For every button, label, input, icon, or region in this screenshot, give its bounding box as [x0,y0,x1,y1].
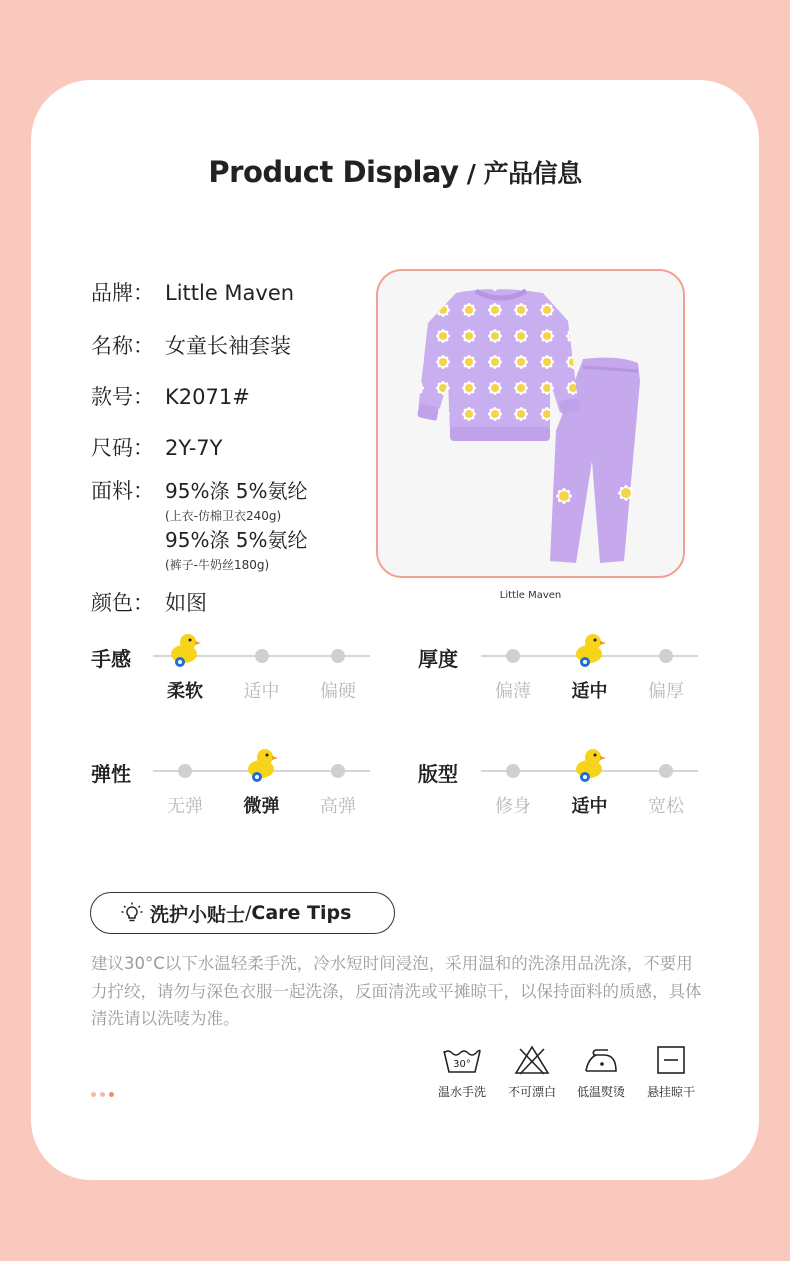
spec-label: 品牌： [91,281,154,305]
fabric-bottom-value: 95%涤 5%氨纶 [165,528,308,552]
spec-value: 女童长袖套装 [165,334,291,358]
fabric-bottom-note: (裤子-牛奶丝180g) [165,558,270,572]
low-iron-icon [582,1045,620,1075]
care-icon-label: 不可漂白 [507,1085,556,1099]
care-dry [636,1045,706,1100]
title-separator: / [458,159,484,188]
scale-option: 偏硬 [320,681,356,702]
spec-label: 款号： [91,385,154,409]
scale-dot[interactable] [331,649,345,663]
page-dot[interactable] [100,1092,105,1097]
scale-option: 适中 [243,681,280,702]
care-tips-pill [90,892,395,934]
scale-option: 无弹 [167,796,203,817]
scale-dot[interactable] [659,764,673,778]
scale-label: 手感 [91,647,131,671]
spec-label: 尺码： [91,436,154,460]
care-icon-label: 悬挂晾干 [646,1085,695,1099]
wash-temperature: 30° [453,1059,471,1070]
wash-30-icon [442,1045,482,1075]
care-icon-label: 温水手洗 [437,1085,486,1099]
scale-label: 厚度 [418,647,458,671]
no-bleach-icon [514,1045,550,1075]
spec-size [91,432,222,462]
care-instructions: 建议30°C以下水温轻柔手洗，冷水短时间浸泡，采用温和的洗涤用品洗涤，不要用力拧绞，请勿与深色衣服一起洗涤，反面清洗或平摊晾干，以保持面料的质感，具体清洗请以洗唛为准。 [91,954,702,1028]
spec-label: 颜色： [91,591,154,615]
page-indicator [91,1092,114,1097]
care-icon-label: 低温熨烫 [576,1085,625,1099]
spec-brand [91,277,294,307]
product-photo [376,269,685,578]
page-title [0,154,790,190]
care-iron [566,1045,636,1100]
scale-dot[interactable] [506,649,520,663]
scale-option: 柔软 [167,681,203,702]
care-title-separator: / [245,902,252,924]
hang-dry-icon [656,1045,686,1075]
spec-label: 面料： [91,479,154,503]
duck-marker-icon[interactable] [573,747,607,783]
pajama-set-illustration [378,271,683,576]
lightbulb-icon [121,902,143,924]
scale-dot[interactable] [506,764,520,778]
care-title-cn: 洗护小贴士 [150,903,246,926]
spec-color [91,587,207,617]
title-en: Product Display [208,155,459,189]
care-bleach [497,1045,567,1100]
scale-option: 高弹 [320,796,356,817]
scale-option: 偏薄 [495,681,531,702]
duck-marker-icon[interactable] [168,632,202,668]
page-dot-active[interactable] [109,1092,114,1097]
scale-option: 适中 [571,796,608,817]
spec-value: K2071# [165,385,250,409]
fabric-top-value: 95%涤 5%氨纶 [165,479,308,503]
spec-value: Little Maven [165,281,295,305]
scale-option: 适中 [571,681,608,702]
spec-value: 2Y-7Y [165,436,223,460]
spec-value: 如图 [165,591,207,615]
spec-style-no [91,381,250,411]
photo-caption: Little Maven [499,590,562,601]
fabric-top [165,475,308,524]
spec-fabric [91,475,165,505]
fabric-bottom [165,524,308,573]
scale-option: 微弹 [243,796,280,817]
duck-marker-icon[interactable] [245,747,279,783]
scale-option: 修身 [495,796,531,817]
scale-label: 版型 [418,762,458,786]
title-cn: 产品信息 [483,159,582,188]
scale-dot[interactable] [255,649,269,663]
care-wash [427,1045,497,1100]
scale-dot[interactable] [178,764,192,778]
spec-name [91,330,291,360]
scale-dot[interactable] [331,764,345,778]
scale-option: 偏厚 [648,681,684,702]
scale-option: 宽松 [648,796,684,817]
fabric-top-note: (上衣-仿棉卫衣240g) [165,509,282,523]
scale-dot[interactable] [659,649,673,663]
page-dot[interactable] [91,1092,96,1097]
duck-marker-icon[interactable] [573,632,607,668]
care-title-en: Care Tips [251,902,352,924]
scale-label: 弹性 [91,762,131,786]
spec-label: 名称： [91,334,154,358]
